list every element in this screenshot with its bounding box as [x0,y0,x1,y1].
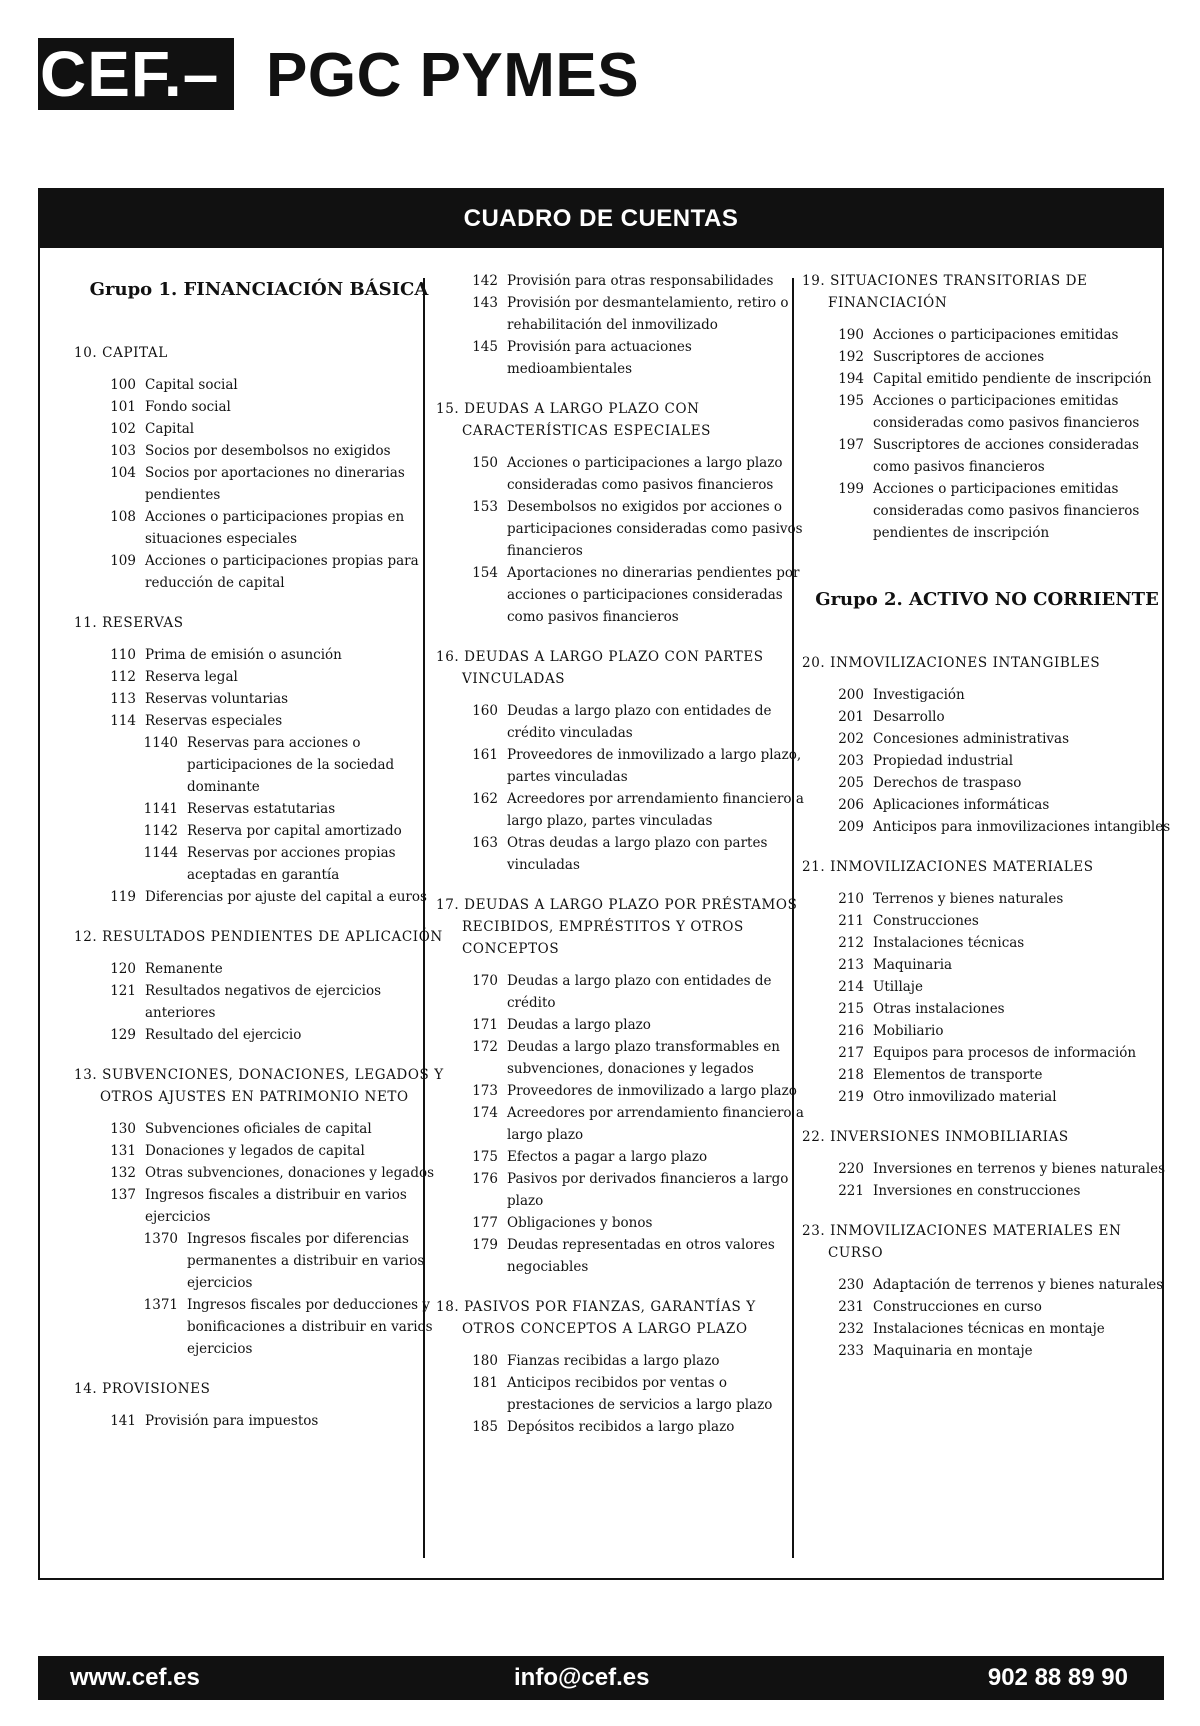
account-row [802,910,1172,932]
account-row [802,976,1172,998]
account-code: 209 [838,819,864,835]
account-code: 154 [472,565,498,581]
account-row [436,496,806,562]
account-row [802,888,1172,910]
account-name: Investigación [873,687,965,703]
account-row [436,292,806,336]
account-code: 103 [110,443,136,459]
account-row [802,478,1172,544]
account-section [436,1296,806,1438]
account-name: Diferencias por ajuste del capital a euros [145,889,427,905]
section-title: 13. SUBVENCIONES, DONACIONES, LEGADOS Y OTROS AJUSTES EN PATRIMONIO NETO [74,1067,444,1105]
section-title: 18. PASIVOS POR FIANZAS, GARANTÍAS Y OTROS CONCEPTOS A LARGO PLAZO [436,1299,756,1337]
account-code: 150 [472,455,498,471]
account-code: 174 [472,1105,498,1121]
account-name: Mobiliario [873,1023,944,1039]
account-code: 231 [838,1299,864,1315]
footer-bar [38,1656,1164,1700]
account-name: Adaptación de terrenos y bienes naturales [873,1277,1164,1293]
account-code: 131 [110,1143,136,1159]
account-name: Ingresos fiscales por deducciones y bonificaciones a distribuir en varios ejercicios [187,1297,433,1357]
account-name: Proveedores de inmovilizado a largo plazo [507,1083,797,1099]
account-section [74,342,444,594]
account-name: Reservas voluntarias [145,691,289,707]
account-code: 120 [110,961,136,977]
account-code: 132 [110,1165,136,1181]
column-3 [802,270,1172,1578]
account-row [436,970,806,1014]
website-link[interactable]: www.cef.es [70,1664,200,1691]
account-code: 179 [472,1237,498,1253]
account-code: 218 [838,1067,864,1083]
email-link[interactable]: info@cef.es [514,1664,650,1691]
account-row [436,1080,806,1102]
account-name: Desarrollo [873,709,945,725]
section-gap [74,1360,444,1378]
account-row [802,1086,1172,1108]
subaccount-row [74,842,444,886]
section-title: 10. CAPITAL [74,345,168,361]
account-row [802,1042,1172,1064]
account-section [802,1126,1172,1202]
account-code: 112 [110,669,136,685]
section-gap [74,1432,444,1450]
account-row [74,440,444,462]
account-code: 175 [472,1149,498,1165]
logo-text: CEF.– [40,38,220,110]
account-name: Anticipos recibidos por ventas o prestaciones de servicios a largo plazo [507,1375,773,1413]
account-name: Instalaciones técnicas en montaje [873,1321,1105,1337]
account-section [802,652,1172,838]
section-title: 23. INMOVILIZACIONES MATERIALES EN CURSO [802,1223,1122,1261]
accounts-frame [38,188,1171,1580]
account-name: Reservas por acciones propias aceptadas en garantía [187,845,396,883]
section-gap [436,876,806,894]
account-code: 141 [110,1413,136,1429]
account-row [802,772,1172,794]
account-section [436,398,806,628]
account-row [802,998,1172,1020]
subaccount-row [74,732,444,798]
account-code: 163 [472,835,498,851]
section-gap [802,1362,1172,1380]
account-code: 110 [110,647,136,663]
account-row [436,1212,806,1234]
account-name: Desembolsos no exigidos por acciones o participaciones consideradas como pasivos financieros [507,499,803,559]
account-name: Resultados negativos de ejercicios anteriores [145,983,381,1021]
section-gap [802,1202,1172,1220]
phone-number: 902 88 89 90 [987,1664,1128,1691]
account-row [802,706,1172,728]
account-code: 130 [110,1121,136,1137]
account-name: Concesiones administrativas [873,731,1070,747]
account-code: 217 [838,1045,864,1061]
subaccount-row [74,820,444,842]
account-code: 210 [838,891,864,907]
account-code: 203 [838,753,864,769]
account-name: Maquinaria en montaje [873,1343,1033,1359]
account-row [802,932,1172,954]
section-gap [436,1438,806,1456]
account-row [436,1234,806,1278]
account-row [802,434,1172,478]
section-title: 19. SITUACIONES TRANSITORIAS DE FINANCIACIÓN [802,273,1088,311]
account-name: Prima de emisión o asunción [145,647,342,663]
account-row [74,1410,444,1432]
account-code: 1142 [143,823,178,839]
account-section [436,270,806,380]
account-code: 220 [838,1161,864,1177]
account-name: Instalaciones técnicas [873,935,1025,951]
account-code: 190 [838,327,864,343]
account-name: Obligaciones y bonos [507,1215,653,1231]
account-name: Terrenos y bienes naturales [873,891,1064,907]
account-code: 101 [110,399,136,415]
account-code: 170 [472,973,498,989]
account-code: 104 [110,465,136,481]
account-row [74,688,444,710]
account-row [802,684,1172,706]
section-title: 12. RESULTADOS PENDIENTES DE APLICACIÓN [74,929,443,945]
section-title: 16. DEUDAS A LARGO PLAZO CON PARTES VINCULADAS [436,649,764,687]
account-name: Acciones o participaciones emitidas [873,327,1119,343]
account-row [436,1350,806,1372]
account-row [74,1184,444,1228]
account-code: 109 [110,553,136,569]
section-title: 17. DEUDAS A LARGO PLAZO POR PRÉSTAMOS RECIBIDOS, EMPRÉSTITOS Y OTROS CONCEPTOS [436,897,798,957]
account-code: 119 [110,889,136,905]
cef-logo [38,38,234,110]
account-row [74,374,444,396]
account-name: Depósitos recibidos a largo plazo [507,1419,735,1435]
account-name: Deudas a largo plazo transformables en subvenciones, donaciones y legados [507,1039,781,1077]
account-name: Reservas estatutarias [187,801,336,817]
section-gap [802,1108,1172,1126]
account-name: Ingresos fiscales a distribuir en varios ejercicios [145,1187,407,1225]
account-row [436,562,806,628]
account-code: 108 [110,509,136,525]
account-code: 197 [838,437,864,453]
section-title: 11. RESERVAS [74,615,184,631]
account-row [436,744,806,788]
account-code: 153 [472,499,498,515]
account-name: Resultado del ejercicio [145,1027,302,1043]
section-title: 21. INMOVILIZACIONES MATERIALES [802,859,1094,875]
account-code: 215 [838,1001,864,1017]
account-code: 205 [838,775,864,791]
account-name: Reserva por capital amortizado [187,823,402,839]
account-name: Socios por desembolsos no exigidos [145,443,391,459]
account-row [74,396,444,418]
account-name: Suscriptores de acciones consideradas como pasivos financieros [873,437,1139,475]
account-row [74,550,444,594]
account-code: 161 [472,747,498,763]
section-gap [74,908,444,926]
account-code: 102 [110,421,136,437]
account-row [74,1162,444,1184]
account-name: Reserva legal [145,669,238,685]
section-gap [74,1046,444,1064]
account-name: Utillaje [873,979,923,995]
account-code: 113 [110,691,136,707]
account-section [74,1378,444,1432]
account-name: Inversiones en construcciones [873,1183,1081,1199]
account-code: 172 [472,1039,498,1055]
subaccount-row [74,1228,444,1294]
account-row [802,728,1172,750]
section-gap [436,380,806,398]
account-name: Ingresos fiscales por diferencias permanentes a distribuir en varios ejercicios [187,1231,425,1291]
account-name: Construcciones en curso [873,1299,1042,1315]
account-row [74,1140,444,1162]
account-code: 216 [838,1023,864,1039]
account-row [436,832,806,876]
account-name: Fianzas recibidas a largo plazo [507,1353,720,1369]
section-title: 22. INVERSIONES INMOBILIARIAS [802,1129,1069,1145]
column-1 [74,270,444,1578]
account-name: Capital emitido pendiente de inscripción [873,371,1152,387]
account-row [436,270,806,292]
account-row [436,336,806,380]
account-code: 199 [838,481,864,497]
account-code: 129 [110,1027,136,1043]
account-row [436,452,806,496]
account-name: Elementos de transporte [873,1067,1043,1083]
account-section [74,926,444,1046]
account-name: Derechos de traspaso [873,775,1022,791]
account-row [74,710,444,732]
account-code: 206 [838,797,864,813]
account-code: 142 [472,273,498,289]
account-row [802,1020,1172,1042]
account-row [802,1158,1172,1180]
group-title: Grupo 2. ACTIVO NO CORRIENTE [815,589,1159,610]
account-section [74,1064,444,1360]
account-code: 1140 [143,735,178,751]
account-row [802,1180,1172,1202]
account-row [74,462,444,506]
account-code: 176 [472,1171,498,1187]
page-title: PGC PYMES [266,41,640,110]
account-row [436,1168,806,1212]
account-code: 181 [472,1375,498,1391]
columns-container [40,248,1171,1578]
account-code: 211 [838,913,864,929]
account-code: 213 [838,957,864,973]
account-row [74,418,444,440]
frame-heading: CUADRO DE CUENTAS [40,190,1162,248]
account-name: Otras instalaciones [873,1001,1005,1017]
account-name: Construcciones [873,913,979,929]
account-code: 195 [838,393,864,409]
group-title: Grupo 1. FINANCIACIÓN BÁSICA [89,279,429,300]
account-code: 177 [472,1215,498,1231]
account-name: Fondo social [145,399,231,415]
account-code: 114 [110,713,136,729]
subaccount-row [74,798,444,820]
account-row [802,1318,1172,1340]
account-row [74,1024,444,1046]
account-code: 137 [110,1187,136,1203]
account-code: 1371 [143,1297,178,1313]
account-name: Acciones o participaciones propias para reducción de capital [145,553,419,591]
account-name: Anticipos para inmovilizaciones intangibles [873,819,1171,835]
section-gap [74,594,444,612]
account-row [436,700,806,744]
account-row [436,1036,806,1080]
account-row [74,980,444,1024]
account-name: Acciones o participaciones emitidas consideradas como pasivos financieros [873,393,1140,431]
account-name: Provisión para actuaciones medioambientales [507,339,692,377]
account-code: 173 [472,1083,498,1099]
account-row [436,1146,806,1168]
account-name: Aportaciones no dinerarias pendientes por acciones o participaciones consideradas como pasivos financieros [507,565,800,625]
account-name: Acreedores por arrendamiento financiero a largo plazo [507,1105,804,1143]
account-name: Capital social [145,377,238,393]
account-name: Donaciones y legados de capital [145,1143,365,1159]
account-row [802,324,1172,346]
account-code: 171 [472,1017,498,1033]
account-row [74,958,444,980]
account-name: Efectos a pagar a largo plazo [507,1149,708,1165]
account-code: 1141 [143,801,178,817]
account-section [74,612,444,908]
account-name: Provisión para impuestos [145,1413,319,1429]
account-row [802,368,1172,390]
section-gap [802,838,1172,856]
section-title: 20. INMOVILIZACIONES INTANGIBLES [802,655,1101,671]
account-code: 162 [472,791,498,807]
account-name: Deudas a largo plazo con entidades de crédito [507,973,772,1011]
account-name: Remanente [145,961,223,977]
account-code: 1144 [143,845,178,861]
account-name: Pasivos por derivados financieros a largo plazo [507,1171,789,1209]
account-name: Proveedores de inmovilizado a largo plazo, partes vinculadas [507,747,802,785]
account-code: 100 [110,377,136,393]
account-name: Acciones o participaciones a largo plazo consideradas como pasivos financieros [507,455,783,493]
account-code: 219 [838,1089,864,1105]
account-code: 201 [838,709,864,725]
account-code: 1370 [143,1231,178,1247]
account-name: Suscriptores de acciones [873,349,1045,365]
account-name: Subvenciones oficiales de capital [145,1121,372,1137]
account-section [436,894,806,1278]
subaccount-row [74,1294,444,1360]
account-name: Deudas a largo plazo con entidades de crédito vinculadas [507,703,772,741]
column-2 [436,270,806,1578]
account-row [74,886,444,908]
section-gap [436,628,806,646]
account-row [802,1340,1172,1362]
account-name: Acciones o participaciones propias en situaciones especiales [145,509,405,547]
account-row [74,506,444,550]
account-code: 192 [838,349,864,365]
account-row [802,816,1172,838]
section-gap [802,544,1172,562]
account-row [436,788,806,832]
account-name: Reservas especiales [145,713,283,729]
account-code: 230 [838,1277,864,1293]
account-row [436,1372,806,1416]
account-name: Equipos para procesos de información [873,1045,1137,1061]
account-code: 180 [472,1353,498,1369]
section-title: 14. PROVISIONES [74,1381,211,1397]
account-code: 221 [838,1183,864,1199]
account-code: 233 [838,1343,864,1359]
account-code: 143 [472,295,498,311]
account-code: 145 [472,339,498,355]
account-name: Socios por aportaciones no dinerarias pendientes [145,465,405,503]
account-name: Otras subvenciones, donaciones y legados [145,1165,435,1181]
account-code: 160 [472,703,498,719]
account-name: Otras deudas a largo plazo con partes vinculadas [507,835,768,873]
account-row [802,1274,1172,1296]
account-name: Deudas representadas en otros valores negociables [507,1237,775,1275]
section-title: 15. DEUDAS A LARGO PLAZO CON CARACTERÍSTICAS ESPECIALES [436,401,712,439]
account-row [802,954,1172,976]
account-code: 185 [472,1419,498,1435]
account-code: 212 [838,935,864,951]
account-code: 214 [838,979,864,995]
account-row [802,794,1172,816]
account-section [802,270,1172,544]
account-section [436,646,806,876]
account-name: Provisión para otras responsabilidades [507,273,774,289]
account-name: Propiedad industrial [873,753,1014,769]
account-code: 194 [838,371,864,387]
account-name: Reservas para acciones o participaciones de la sociedad dominante [187,735,395,795]
account-row [802,1064,1172,1086]
account-row [436,1416,806,1438]
account-code: 232 [838,1321,864,1337]
account-row [74,1118,444,1140]
account-row [74,666,444,688]
account-name: Aplicaciones informáticas [873,797,1050,813]
account-section [802,856,1172,1108]
account-name: Inversiones en terrenos y bienes naturales [873,1161,1166,1177]
account-code: 121 [110,983,136,999]
account-name: Otro inmovilizado material [873,1089,1057,1105]
account-name: Acciones o participaciones emitidas consideradas como pasivos financieros pendientes de inscripción [873,481,1140,541]
account-row [802,346,1172,368]
account-row [436,1102,806,1146]
account-name: Provisión por desmantelamiento, retiro o rehabilitación del inmovilizado [507,295,789,333]
account-name: Maquinaria [873,957,953,973]
account-row [74,644,444,666]
account-name: Capital [145,421,195,437]
section-gap [436,1278,806,1296]
account-row [436,1014,806,1036]
account-name: Deudas a largo plazo [507,1017,651,1033]
account-section [802,1220,1172,1362]
account-row [802,750,1172,772]
account-code: 202 [838,731,864,747]
account-row [802,1296,1172,1318]
account-code: 200 [838,687,864,703]
account-row [802,390,1172,434]
account-name: Acreedores por arrendamiento financiero a largo plazo, partes vinculadas [507,791,804,829]
